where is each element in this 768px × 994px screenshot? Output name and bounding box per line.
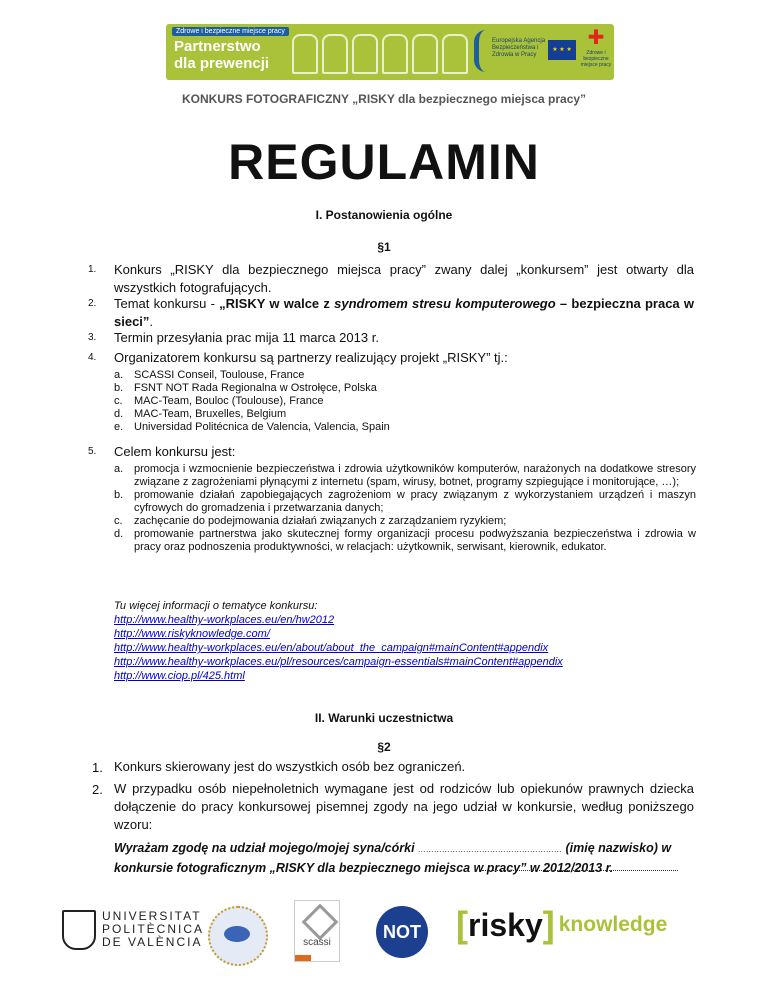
header-banner bbox=[166, 24, 614, 80]
campaign-logo bbox=[580, 26, 612, 68]
banner-title: Partnerstwo dla prewencji bbox=[174, 38, 270, 72]
eu-flag-icon: ★ ★ ★ bbox=[548, 40, 576, 60]
person-icon: ✚ bbox=[587, 27, 605, 49]
link-hw2012[interactable]: http://www.healthy-workplaces.eu/en/hw2012 bbox=[114, 614, 335, 626]
list-number: 3. bbox=[88, 332, 97, 343]
link-ciop[interactable]: http://www.ciop.pl/425.html bbox=[114, 670, 245, 682]
consent-template: Wyrażam zgodę na udział mojego/mojej syna/córki ……………………………………………… (imię nazwisko) w konkursie fotograficznym „RISKY dla bezpiecznego miejsca w pracy” w 2012/2013 r. bbox=[114, 841, 672, 875]
list-number: 2. bbox=[88, 298, 97, 309]
list-number: 5. bbox=[88, 446, 97, 457]
scassi-mark-icon bbox=[302, 904, 339, 941]
list-number: 2. bbox=[92, 782, 103, 797]
list-item: Termin przesyłania prac mija 11 marca 2013 r. bbox=[114, 330, 379, 345]
paragraph-number: §1 bbox=[377, 240, 391, 254]
section-heading: I. Postanowienia ogólne bbox=[315, 208, 453, 222]
not-logo: NOT bbox=[376, 906, 428, 958]
agency-name: Europejska Agencja Bezpieczeństwa i Zdrowia w Pracy bbox=[492, 38, 546, 58]
signature-line bbox=[482, 870, 678, 871]
links-intro: Tu więcej informacji o tematyce konkursu: bbox=[114, 600, 318, 612]
goals-list bbox=[114, 463, 696, 554]
risky-knowledge-logo: [ risky ] knowledge bbox=[456, 904, 668, 945]
list-number: 4. bbox=[88, 352, 97, 363]
partner-list bbox=[114, 369, 696, 434]
list-item: Celem konkursu jest: bbox=[114, 444, 236, 459]
campaign-name: Zdrowe i bezpieczne miejsce pracy bbox=[580, 50, 612, 68]
list-item: d. MAC-Team, Bruxelles, Belgium bbox=[114, 408, 287, 420]
document-title: REGULAMIN bbox=[228, 134, 540, 190]
link-campaign-essentials[interactable]: http://www.healthy-workplaces.eu/pl/resources/campaign-essentials#mainContent#appendix bbox=[114, 656, 563, 668]
list-item: c. MAC-Team, Bouloc (Toulouse), France bbox=[114, 395, 324, 407]
paragraph-number: §2 bbox=[377, 740, 391, 754]
list-item: Konkurs skierowany jest do wszystkich osób bez ograniczeń. bbox=[114, 759, 466, 774]
upv-crest-icon bbox=[62, 910, 96, 950]
list-item: a. SCASSI Conseil, Toulouse, France bbox=[114, 369, 305, 381]
upv-name: UNIVERSITAT POLITÈCNICA DE VALÈNCIA bbox=[102, 909, 204, 949]
list-item: b. promowanie działań zapobiegających zagrożeniom w pracy związanym z wykorzystaniem urządzeń i maszyn cyfrowych do gromadzenia i przetwarzania danych; bbox=[114, 489, 696, 514]
list-item: Konkurs „RISKY dla bezpiecznego miejsca pracy” zwany dalej „konkursem” jest otwarty dla wszystkich fotografujących. bbox=[114, 262, 694, 295]
page-header: KONKURS FOTOGRAFICZNY „RISKY dla bezpiecznego miejsca pracy” bbox=[181, 92, 587, 106]
list-item: Organizatorem konkursu są partnerzy realizujący projekt „RISKY” tj.: bbox=[114, 350, 508, 365]
link-riskyknowledge[interactable]: http://www.riskyknowledge.com/ bbox=[114, 628, 270, 640]
list-item: d. promowanie partnerstwa jako skutecznej formy organizacji procesu podwyższania bezpieczeństwa i zdrowia w pracy oraz podnoszenia produktywności, w relacjach: użytkownik, serwisant, kierownik, edukator. bbox=[114, 528, 696, 553]
list-item: b. FSNT NOT Rada Regionalna w Ostrołęce, Polska bbox=[114, 382, 377, 394]
list-item: Temat konkursu - „RISKY w walce z syndromem stresu komputerowego – bezpieczna praca w sieci”. bbox=[114, 296, 695, 329]
link-campaign[interactable]: http://www.healthy-workplaces.eu/en/about/about_the_campaign#mainContent#appendix bbox=[114, 642, 549, 654]
list-item: W przypadku osób niepełnoletnich wymagane jest od rodziców lub opiekunów prawnych dziecka dołączenie do pracy konkursowej pisemnej zgody na jego udział w konkursie, według poniższego wzoru: bbox=[114, 781, 694, 832]
scassi-logo: scassi bbox=[294, 900, 340, 962]
mac-team-seal-icon bbox=[208, 906, 268, 966]
list-number: 1. bbox=[88, 264, 97, 275]
partner-logos bbox=[0, 896, 768, 960]
section-heading: II. Warunki uczestnictwa bbox=[314, 711, 454, 725]
banner-tag: Zdrowe i bezpieczne miejsce pracy bbox=[172, 27, 289, 36]
info-links bbox=[114, 599, 563, 683]
list-number: 1. bbox=[92, 760, 103, 775]
list-item: c. zachęcanie do podejmowania działań związanych z zarządzaniem ryzykiem; bbox=[114, 515, 507, 527]
list-item: a. promocja i wzmocnienie bezpieczeństwa i zdrowia użytkowników komputerów, narażonych na dodatkowe stresory związane z zagrożeniami płynącymi z internetu (spam, wirusy, botnet, programy szpiegujące i monitorujące, …); bbox=[114, 463, 696, 488]
banner-figures bbox=[292, 34, 468, 74]
list-item: e. Universidad Politécnica de Valencia, Valencia, Spain bbox=[114, 421, 390, 433]
